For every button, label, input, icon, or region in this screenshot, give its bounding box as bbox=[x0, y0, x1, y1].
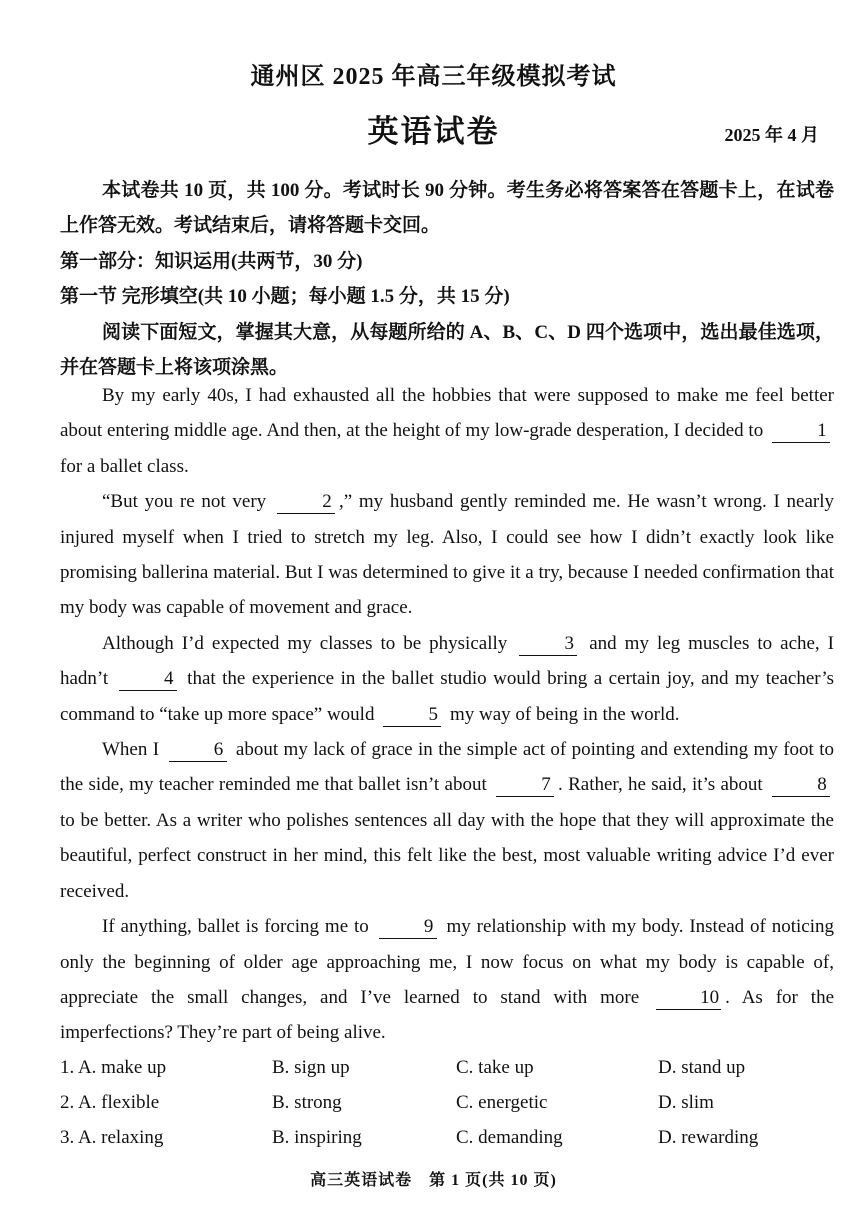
option-a: 2. A. flexible bbox=[60, 1092, 160, 1113]
section-directions: 阅读下面短文，掌握其大意，从每题所给的 A、B、C、D 四个选项中，选出最佳选项，并在答题卡上将该项涂黑。 bbox=[60, 321, 834, 379]
passage-text: and my leg muscles to ache, I hadn’t bbox=[60, 632, 835, 690]
passage-text: . As for the imperfections? They’re part of being alive. bbox=[60, 986, 835, 1044]
blank-5: 5 bbox=[383, 704, 441, 727]
passage-text: If anything, ballet is forcing me to bbox=[102, 916, 369, 938]
blank-10: 10 bbox=[656, 987, 721, 1010]
passage-paragraph-4 bbox=[60, 732, 834, 909]
passage-text: “But you re not very bbox=[102, 491, 267, 513]
blank-1: 1 bbox=[772, 420, 830, 443]
passage-text: my way of being in the world. bbox=[449, 703, 680, 725]
blank-6: 6 bbox=[169, 739, 227, 762]
part-heading: 第一部分：知识运用(共两节，30 分) bbox=[60, 250, 363, 272]
blank-7: 7 bbox=[496, 774, 554, 797]
blank-9: 9 bbox=[379, 916, 437, 939]
option-c: C. take up bbox=[456, 1057, 534, 1078]
passage-text: Although I’d expected my classes to be physically bbox=[102, 632, 508, 654]
instructions-block bbox=[60, 173, 834, 385]
exam-title: 通州区 2025 年高三年级模拟考试 bbox=[250, 64, 617, 90]
passage-text: . Rather, he said, it’s about bbox=[558, 774, 763, 796]
option-c: C. demanding bbox=[456, 1127, 563, 1148]
passage-text: When I bbox=[102, 739, 160, 761]
passage-text: to be better. As a writer who polishes sentences all day with the hope that they will approximate the beautiful, perfect construct in her mind, this felt like the best, most valuable writing advice I’d ever received. bbox=[60, 809, 834, 902]
option-c: C. energetic bbox=[456, 1092, 548, 1113]
passage-paragraph-2 bbox=[60, 484, 834, 626]
passage-text: for a ballet class. bbox=[60, 455, 189, 477]
passage-text: ,” my husband gently reminded me. He wasn’t wrong. I nearly injured myself when I tried to stretch my leg. Also, I could see how I didn’t exactly look like promising ballerina material. But I was determined to give it a try, because I needed confirmation that my body was capable of movement and grace. bbox=[60, 491, 834, 619]
cloze-passage bbox=[60, 378, 834, 1051]
passage-paragraph-5 bbox=[60, 909, 834, 1051]
option-a: 1. A. make up bbox=[60, 1057, 167, 1078]
blank-3: 3 bbox=[519, 633, 577, 656]
passage-paragraph-1 bbox=[60, 378, 834, 484]
blank-2: 2 bbox=[277, 491, 335, 514]
option-d: D. rewarding bbox=[658, 1127, 759, 1148]
passage-text: that the experience in the ballet studio would bring a certain joy, and my teacher’s command to “take up more space” would bbox=[60, 668, 834, 725]
blank-4: 4 bbox=[119, 668, 177, 691]
option-b: B. strong bbox=[272, 1092, 342, 1113]
exam-subtitle: 英语试卷 bbox=[367, 114, 500, 149]
answer-options bbox=[60, 1057, 834, 1162]
question-row bbox=[60, 1127, 834, 1162]
option-d: D. stand up bbox=[658, 1057, 746, 1078]
passage-paragraph-3 bbox=[60, 626, 834, 732]
question-row bbox=[60, 1057, 834, 1092]
passage-text: my relationship with my body. Instead of noticing only the beginning of older age approaching me, I now focus on what my body is capable of, appreciate the small changes, and I’ve learned to stand with more bbox=[60, 916, 834, 1008]
option-a: 3. A. relaxing bbox=[60, 1127, 164, 1148]
option-b: B. sign up bbox=[272, 1057, 350, 1078]
passage-text: about my lack of grace in the simple act of pointing and extending my foot to the side, my teacher reminded me that ballet isn’t about bbox=[60, 739, 835, 796]
exam-date: 2025 年 4 月 bbox=[724, 125, 819, 145]
blank-8: 8 bbox=[772, 774, 830, 797]
option-b: B. inspiring bbox=[272, 1127, 362, 1148]
passage-text: By my early 40s, I had exhausted all the hobbies that were supposed to make me feel better about entering middle age. And then, at the height of my low-grade desperation, I decided to bbox=[60, 385, 834, 442]
section-heading: 第一节 完形填空(共 10 小题；每小题 1.5 分，共 15 分) bbox=[60, 286, 510, 308]
option-d: D. slim bbox=[658, 1092, 714, 1113]
question-row bbox=[60, 1092, 834, 1127]
page-footer: 高三英语试卷 第 1 页(共 10 页) bbox=[310, 1172, 557, 1189]
exam-instructions: 本试卷共 10 页，共 100 分。考试时长 90 分钟。考生务必将答案答在答题卡上，在试卷上作答无效。考试结束后，请将答题卡交回。 bbox=[60, 180, 834, 237]
